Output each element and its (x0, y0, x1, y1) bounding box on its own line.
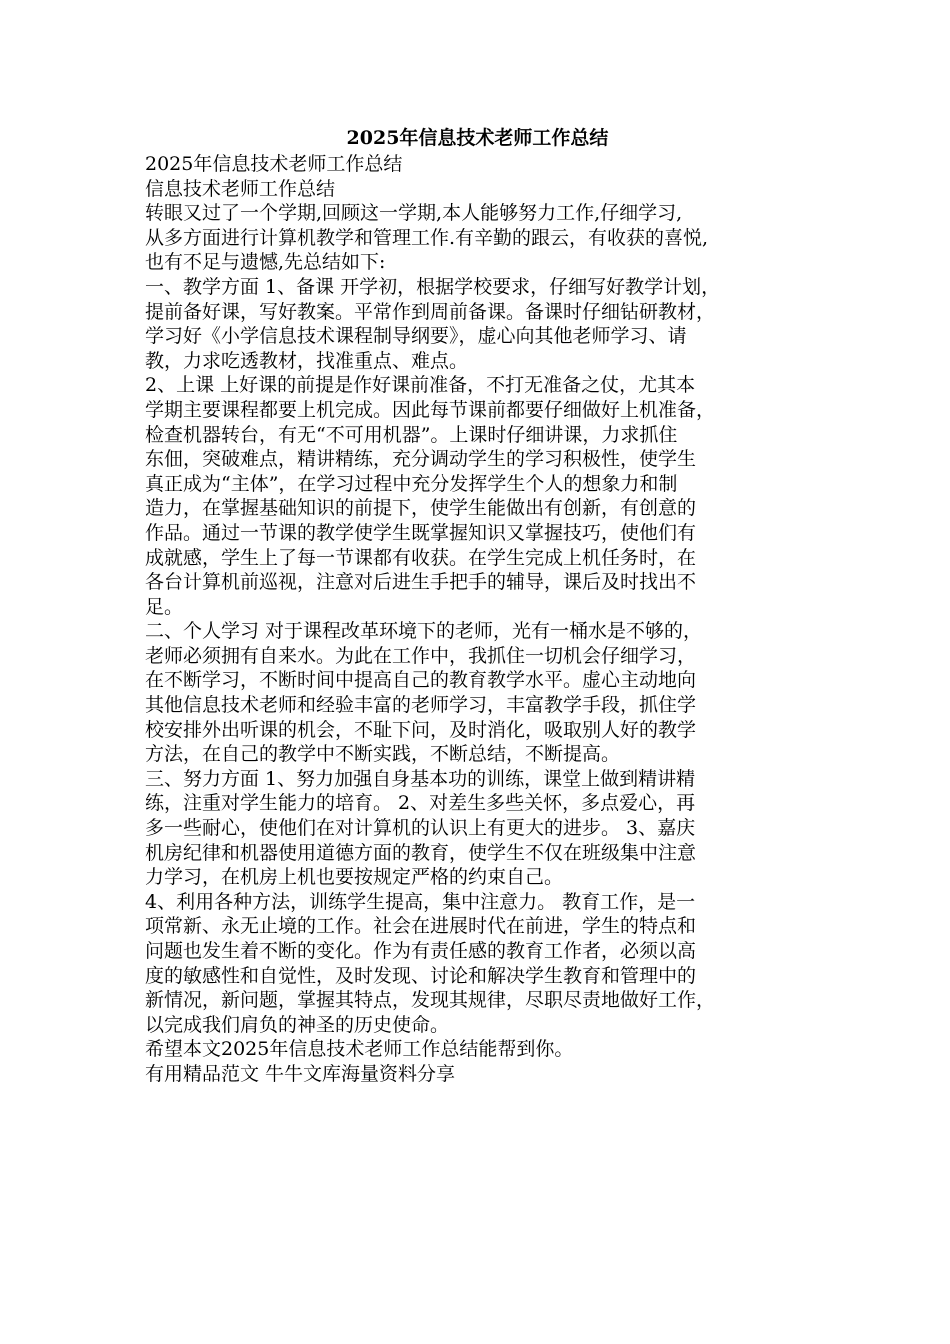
text-line: 真正成为“主体”，在学习过程中充分发挥学生个人的想象力和制 (145, 472, 678, 495)
document-page (145, 124, 810, 1087)
text-line: 三、努力方面 1、努力加强自身基本功的训练，课堂上做到精讲精 (145, 767, 696, 790)
text-line: 问题也发生着不断的变化。作为有责任感的教育工作者，必须以高 (145, 940, 697, 962)
text-line: 以完成我们肩负的神圣的历史使命。 (145, 1013, 450, 1036)
text-line: 其他信息技术老师和经验丰富的老师学习，丰富教学手段，抓住学 (145, 694, 697, 717)
text-line: 成就感，学生上了每一节课都有收获。在学生完成上机任务时，在 (145, 546, 697, 569)
text-line: 提前备好课，写好教案。平常作到周前备课。备课时仔细钻研教材， (145, 300, 716, 323)
text-line: 4、利用各种方法，训练学生提高，集中注意力。 教育工作，是一 (145, 890, 696, 913)
text-line: 度的敏感性和自觉性，及时发现、讨论和解决学生教育和管理中的 (145, 964, 697, 987)
text-line: 校安排外出听课的机会，不耻下问，及时消化，吸取别人好的教学 (145, 718, 697, 741)
text-line: 2、上课 上好课的前提是作好课前准备，不打无准备之仗，尤其本 (145, 374, 696, 397)
text-line: 也有不足与遗憾,先总结如下: (145, 251, 386, 274)
text-line: 学期主要课程都要上机完成。因此每节课前都要仔细做好上机准备， (145, 398, 716, 421)
text-line: 在不断学习，不断时间中提高自己的教育教学水平。虚心主动地向 (145, 669, 697, 692)
document-body (145, 152, 810, 1087)
text-line: 多一些耐心，使他们在对计算机的认识上有更大的进步。 3、嘉庆 (145, 817, 696, 840)
text-line: 一、教学方面 1、备课 开学初，根据学校要求，仔细写好教学计划， (145, 275, 721, 298)
text-line: 足。 (145, 595, 184, 618)
text-line: 练，注重对学生能力的培育。 2、对差生多些关怀，多点爱心，再 (145, 792, 696, 815)
text-line: 学习好《小学信息技术课程制导纲要》，虚心向其他老师学习、请 (145, 325, 687, 348)
text-line: 力学习，在机房上机也要按规定严格的约束自己。 (145, 866, 564, 889)
text-line: 新情况，新问题，掌握其特点，发现其规律，尽职尽责地做好工作， (145, 989, 716, 1012)
text-line: 检查机器转台，有无“不可用机器”。上课时仔细讲课，力求抓住 (145, 423, 678, 446)
text-line: 转眼又过了一个学期,回顾这一学期,本人能够努力工作,仔细学习, (145, 202, 683, 225)
text-line: 各台计算机前巡视，注意对后进生手把手的辅导，课后及时找出不 (145, 571, 697, 594)
text-line: 二、个人学习 对于课程改革环境下的老师，光有一桶水是不够的， (145, 620, 703, 643)
text-line: 有用精品范文 牛牛文库海量资料分享 (145, 1062, 456, 1085)
text-line: 东佃，突破难点，精讲精练，充分调动学生的学习积极性，使学生 (145, 448, 697, 471)
document-title: 2025年信息技术老师工作总结 (346, 127, 609, 149)
text-line: 2025年信息技术老师工作总结 (145, 153, 403, 175)
text-line: 从多方面进行计算机教学和管理工作.有辛勤的跟云，有收获的喜悦, (145, 226, 709, 249)
text-line: 教，力求吃透教材，找准重点、难点。 (145, 349, 469, 372)
text-line: 方法，在自己的教学中不断实践，不断总结，不断提高。 (145, 743, 621, 766)
text-line: 希望本文2025年信息技术老师工作总结能帮到你。 (145, 1038, 574, 1061)
text-line: 老师必须拥有自来水。为此在工作中，我抓住一切机会仔细学习， (145, 644, 697, 667)
text-line: 作品。通过一节课的教学使学生既掌握知识又掌握技巧，使他们有 (145, 521, 697, 544)
text-line: 项常新、永无止境的工作。社会在进展时代在前进，学生的特点和 (145, 915, 697, 938)
text-line: 信息技术老师工作总结 (145, 177, 336, 200)
text-line: 造力，在掌握基础知识的前提下，使学生能做出有创新，有创意的 (145, 497, 697, 520)
text-line: 机房纪律和机器使用道德方面的教育，使学生不仅在班级集中注意 (145, 841, 697, 864)
